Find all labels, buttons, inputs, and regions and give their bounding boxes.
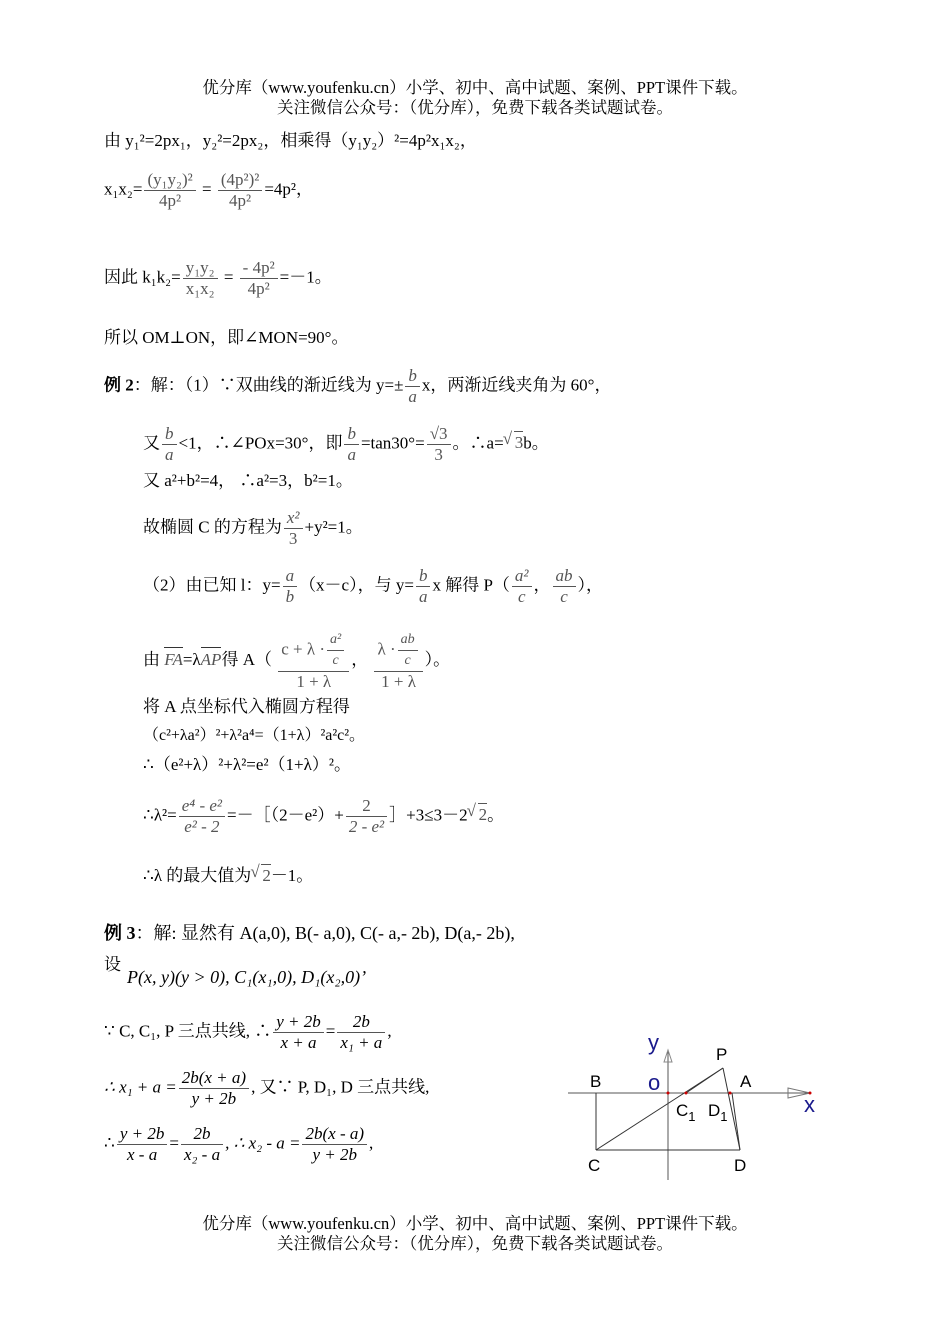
- fraction-A-x: [278, 630, 349, 692]
- text: , ∴ x₂ - a =: [225, 1133, 301, 1153]
- text: （x－c），与 y=: [299, 575, 414, 595]
- label-D1: $D_1$: [708, 1101, 728, 1124]
- numerator: x²: [286, 508, 300, 527]
- denominator: y + 2b: [302, 1144, 367, 1165]
- text: +y²=1。: [304, 517, 363, 537]
- denominator: x₁x₂: [183, 278, 218, 299]
- fraction: [179, 796, 225, 837]
- denominator: a: [405, 386, 420, 407]
- x1x2-suffix: =4p²，: [264, 179, 314, 199]
- sqrt-3: √ 3: [514, 431, 524, 454]
- numerator: (y₁y₂)²: [147, 170, 193, 189]
- fraction: [162, 424, 177, 465]
- ex2-line-7: 将 A 点坐标代入椭圆方程得: [143, 697, 350, 716]
- ex3-line-4: [104, 1012, 392, 1053]
- sqrt-2: √ 2: [478, 803, 488, 826]
- ex2-line-10: [143, 796, 504, 837]
- fraction: [327, 630, 344, 671]
- point-C1: [685, 1092, 688, 1095]
- x1x2-prefix: x₁x₂=: [104, 179, 143, 199]
- k1k2-suffix: =－1。: [279, 267, 332, 287]
- fraction: [405, 366, 420, 407]
- fraction: [553, 566, 576, 607]
- label-C1: $C_1$: [676, 1101, 696, 1124]
- geometry-figure: [560, 1030, 830, 1190]
- numerator: b: [347, 424, 356, 443]
- text: ∴λ²=: [143, 805, 177, 825]
- ex3-line-2: 设: [104, 955, 121, 974]
- text: ∴λ 的最大值为: [143, 866, 252, 885]
- label-o: o: [648, 1070, 661, 1095]
- fraction: [344, 424, 359, 465]
- line-k1k2: 因此 k₁k₂= $\frac{\text{y₁y₂}}{\text{x₁x₂}}$ = $\frac{\text{- 4p²}}{\text{4p²}}$ =－1。: [104, 258, 332, 298]
- fraction-A-y: [374, 630, 422, 692]
- ex3-line-5: [104, 1068, 429, 1109]
- fraction: [283, 566, 298, 607]
- ex2-line-8: （c²+λa²）²+λ²a⁴=（1+λ）²a²c²。: [143, 727, 366, 744]
- vector-FA: FA: [164, 649, 183, 669]
- numerator: e⁴ - e²: [181, 796, 223, 815]
- fraction: [183, 258, 218, 299]
- numerator: b: [418, 566, 428, 585]
- text: ］+3≤3－2: [389, 805, 468, 825]
- denominator: y + 2b: [179, 1088, 249, 1109]
- denominator: c: [512, 586, 532, 607]
- ex2-line-3: 又 a²+b²=4， ∴a²=3，b²=1。: [143, 471, 353, 490]
- numerator: 2b: [193, 1124, 211, 1143]
- denominator: x - a: [117, 1144, 168, 1165]
- label-C: C: [588, 1156, 601, 1175]
- text: ∴: [104, 1133, 115, 1153]
- text: x 解得 P（: [432, 575, 510, 595]
- denominator: c: [398, 650, 418, 671]
- numerator: b: [408, 366, 417, 385]
- label-B: B: [590, 1072, 602, 1091]
- numerator: y + 2b: [276, 1012, 321, 1031]
- point-D1: [729, 1092, 732, 1095]
- ex3-line-6: [104, 1124, 373, 1165]
- segment-A-D: [732, 1093, 740, 1150]
- text: ），: [577, 575, 604, 595]
- text: =tan30°=: [360, 433, 425, 453]
- ex2-line-1: [104, 366, 611, 407]
- denominator: 1 + λ: [374, 671, 422, 692]
- text: ）。: [424, 649, 451, 669]
- denominator: x₂ - a: [181, 1144, 223, 1165]
- ex2-line-11: [143, 864, 313, 887]
- denominator: 2 - e²: [346, 816, 387, 837]
- text: ：解: 显然有 A(a,0), B(- a,0), C(- a,- 2b), D(a,- 2b),: [135, 923, 515, 943]
- sqrt-2: √ 2: [261, 864, 271, 887]
- fraction: [302, 1124, 367, 1165]
- label-D: D: [734, 1156, 747, 1175]
- denominator: b: [283, 586, 298, 607]
- denominator: e² - 2: [179, 816, 225, 837]
- denominator: x₁ + a: [337, 1032, 385, 1053]
- denominator: 3: [284, 528, 303, 549]
- ex2-line-2: [143, 424, 549, 465]
- label-A: A: [740, 1072, 752, 1091]
- text: =: [325, 1021, 336, 1041]
- numerator: y + 2b: [119, 1124, 165, 1143]
- denominator: 4p²: [218, 190, 263, 211]
- header-line-2: 关注微信公众号：（优分库），免费下载各类试题试卷。: [277, 98, 673, 117]
- numerator: - 4p²: [242, 258, 275, 277]
- vector-AP: AP: [200, 649, 222, 669]
- text: 。∴a=: [452, 433, 504, 453]
- denominator: 3: [427, 444, 451, 465]
- text: λ ·: [377, 639, 396, 659]
- numerator: a: [285, 566, 295, 585]
- ex2-line-5: [143, 566, 603, 607]
- numerator: 2b(x + a): [181, 1068, 247, 1087]
- text: 又: [143, 433, 160, 453]
- text: =λ: [182, 649, 201, 669]
- label-P: P: [716, 1045, 728, 1064]
- k1k2-prefix: 因此 k₁k₂=: [104, 267, 181, 287]
- page-footer: [0, 1214, 950, 1254]
- fraction: [144, 170, 195, 211]
- text: =: [169, 1133, 179, 1153]
- text: , 又∵ P, D₁, D 三点共线,: [251, 1077, 430, 1097]
- numerator: 2b(x - a): [305, 1124, 365, 1143]
- fraction: [240, 258, 278, 299]
- example-2-label: 例 2: [104, 375, 134, 395]
- fraction: [181, 1124, 223, 1165]
- numerator: b: [165, 424, 174, 443]
- denominator: 4p²: [144, 190, 195, 211]
- numerator: 2: [362, 796, 371, 815]
- denominator: 1 + λ: [278, 671, 349, 692]
- fraction: [398, 630, 418, 671]
- numerator: a²: [514, 566, 529, 585]
- example-3-label: 例 3: [104, 923, 136, 943]
- page-header: [0, 78, 950, 118]
- numerator: (4p²)²: [220, 170, 260, 189]
- fraction: [179, 1068, 249, 1109]
- header-line-1: 优分库（www.youfenku.cn）小学、初中、高中试题、案例、PPT课件下载。: [202, 78, 748, 97]
- numerator: √3: [429, 424, 448, 443]
- footer-line-1: 优分库（www.youfenku.cn）小学、初中、高中试题、案例、PPT课件下载。: [202, 1214, 748, 1233]
- fraction: [117, 1124, 168, 1165]
- numerator: ab: [400, 632, 415, 647]
- fraction: [427, 424, 451, 465]
- text: ∵ C, C₁, P 三点共线, ∴: [104, 1021, 272, 1041]
- segment-C1-P: [686, 1068, 723, 1093]
- ex2-line-9: ∴（e²+λ）²+λ²=e²（1+λ）²。: [143, 755, 351, 774]
- text: c + λ ·: [281, 639, 326, 659]
- numerator: 2b: [352, 1012, 370, 1031]
- fraction: [337, 1012, 385, 1053]
- denominator: a: [416, 586, 431, 607]
- text: ：解：（1）∵双曲线的渐近线为 y=±: [133, 375, 404, 395]
- ex3-line-1: [104, 922, 515, 944]
- text: －1。: [270, 866, 314, 885]
- text: （2）由已知 l：y=: [143, 575, 281, 595]
- fraction: [273, 1012, 324, 1053]
- text: ,: [369, 1133, 374, 1153]
- fraction: [346, 796, 387, 837]
- denominator: 4p²: [240, 278, 278, 299]
- text: 得 A（: [221, 649, 272, 669]
- line-multiply: 由 y₁²=2px₁，y₂²=2px₂，相乘得（y₁y₂）²=4p²x₁x₂，: [104, 131, 477, 150]
- text: ，: [533, 575, 551, 595]
- line-perpendicular: 所以 OM⊥ON，即∠MON=90°。: [104, 328, 349, 347]
- numerator: ab: [555, 566, 573, 585]
- denominator: c: [553, 586, 576, 607]
- denominator: c: [327, 650, 344, 671]
- text: b。: [523, 433, 549, 453]
- text: ,: [387, 1021, 392, 1041]
- numerator: [278, 630, 349, 671]
- ex3-line-3: P(x, y)(y > 0), C₁(x₁,0), D₁(x₂,0)’: [127, 967, 367, 987]
- text: <1，∴∠POx=30°，即: [178, 433, 343, 453]
- footer-line-2: 关注微信公众号：（优分库），免费下载各类试题试卷。: [277, 1234, 673, 1253]
- ex2-line-4: [143, 508, 363, 549]
- denominator: a: [162, 444, 177, 465]
- line-x1x2: x₁x₂= $\frac{\text{(y₁y₂)²}}{\text{4p²}}$ = $\frac{\text{(4p²)²}}{\text{4p²}}$ =4p²，: [104, 170, 314, 210]
- label-x: x: [804, 1092, 815, 1117]
- ex2-line-6: [143, 630, 450, 692]
- text: 故椭圆 C 的方程为: [143, 517, 282, 537]
- numerator: y₁y₂: [185, 258, 215, 277]
- point-origin: [667, 1092, 670, 1095]
- denominator: x + a: [273, 1032, 324, 1053]
- fraction: [218, 170, 263, 211]
- numerator: a²: [330, 632, 342, 647]
- text: 。: [487, 805, 505, 825]
- fraction: [416, 566, 431, 607]
- label-y: y: [648, 1030, 659, 1055]
- text: x，两渐近线夹角为 60°，: [421, 375, 612, 395]
- denominator: a: [344, 444, 359, 465]
- text: =－［（2－e²）+: [227, 805, 344, 825]
- numerator: [374, 630, 422, 671]
- fraction: [512, 566, 532, 607]
- text: ∴ x₁ + a =: [104, 1077, 177, 1097]
- text: ，: [351, 649, 369, 669]
- fraction: [284, 508, 303, 549]
- text: 由: [143, 649, 160, 669]
